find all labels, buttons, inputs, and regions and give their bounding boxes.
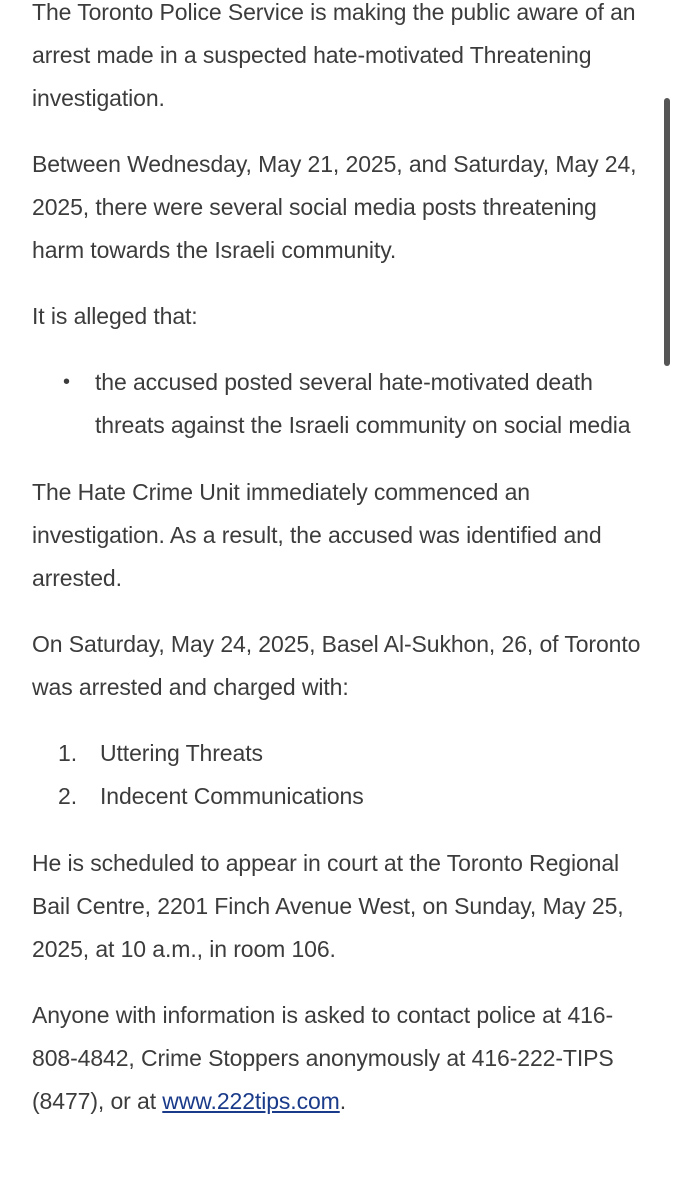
intro-paragraph: The Toronto Police Service is making the public aware of an arrest made in a suspected hate-motivated Threatening investigation.: [32, 0, 636, 111]
arrest-paragraph: On Saturday, May 24, 2025, Basel Al-Sukhon, 26, of Toronto was arrested and charged with:: [32, 631, 641, 700]
date-range-paragraph: Between Wednesday, May 21, 2025, and Saturday, May 24, 2025, there were several social media posts threatening harm towards the Israeli community.: [32, 151, 637, 263]
scrollbar-thumb[interactable]: [664, 98, 670, 366]
contact-text: Anyone with information is asked to contact police at 416-808-4842, Crime Stoppers anonymously at 416-222-TIPS (8477), or at: [32, 1002, 614, 1114]
contact-suffix: .: [339, 1088, 347, 1114]
court-paragraph: He is scheduled to appear in court at the Toronto Regional Bail Centre, 2201 Finch Avenue West, on Sunday, May 25, 2025, at 10 a.m., in room 106.: [32, 850, 624, 962]
article-body: [32, 0, 650, 1146]
list-item-text: Indecent Communications: [100, 783, 364, 809]
charges-list: [58, 732, 650, 818]
list-item: [63, 361, 650, 447]
bullet-icon: •: [63, 371, 70, 393]
list-number: 1.: [58, 740, 77, 766]
list-number: 2.: [58, 783, 77, 809]
investigation-paragraph: The Hate Crime Unit immediately commenced an investigation. As a result, the accused was identified and arrested.: [32, 479, 602, 591]
list-item: [58, 732, 650, 775]
crime-stoppers-link[interactable]: www.222tips.com: [162, 1088, 340, 1114]
list-item: [58, 775, 650, 818]
list-item-text: Uttering Threats: [100, 740, 263, 766]
list-item-text: the accused posted several hate-motivated death threats against the Israeli community on social media: [95, 369, 631, 438]
contact-paragraph: [32, 994, 650, 1123]
allegations-list: [63, 361, 650, 447]
alleged-paragraph: It is alleged that:: [32, 303, 198, 329]
